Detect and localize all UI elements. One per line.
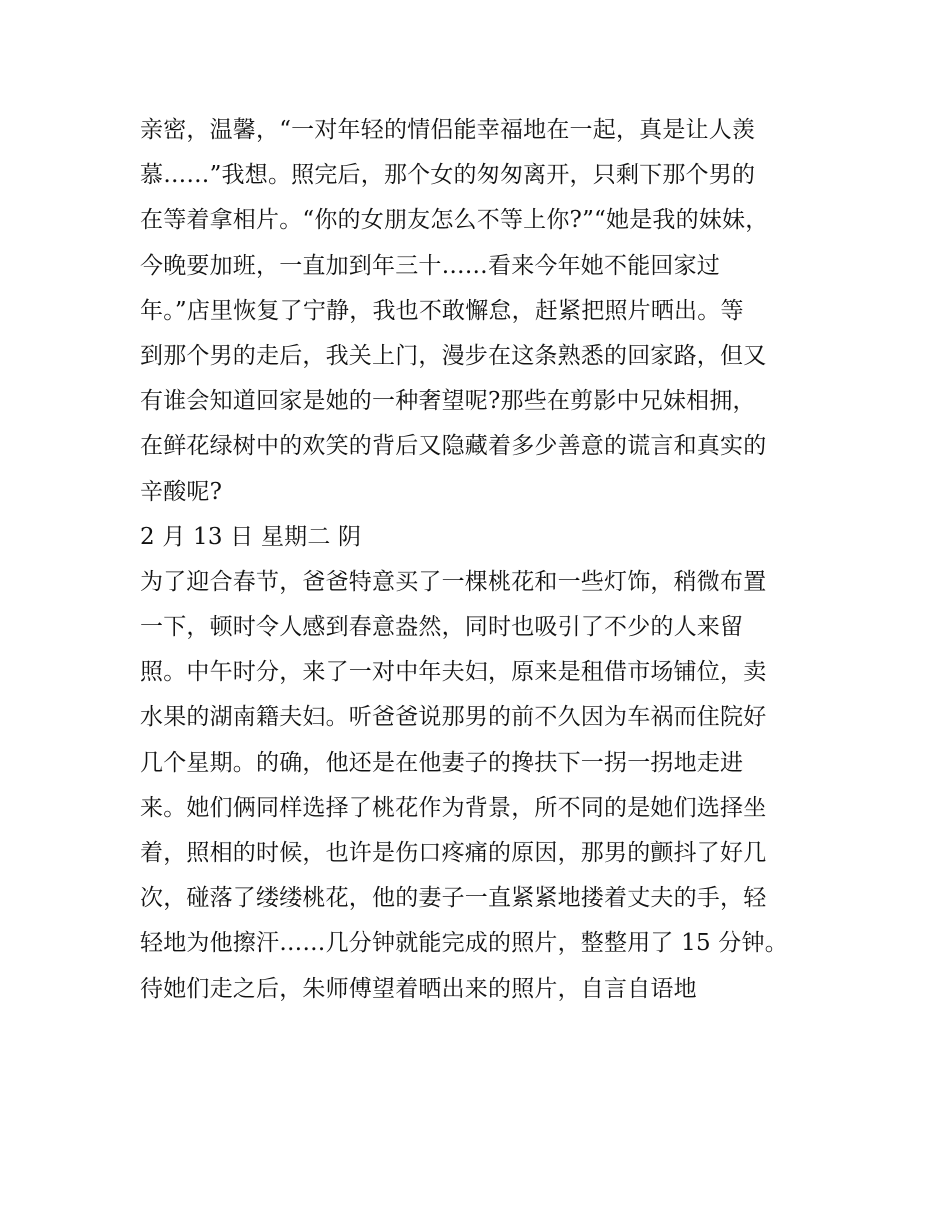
diary-date-heading: 2 月 13 日 星期二 阴 — [140, 523, 362, 550]
text-line: 次，碰落了缕缕桃花，他的妻子一直紧紧地搂着丈夫的手，轻 — [140, 885, 767, 912]
text-line: 几个星期。的确，他还是在他妻子的搀扶下一拐一拐地走进 — [140, 749, 744, 776]
text-line: 轻地为他擦汗……几分钟就能完成的照片，整整用了 15 分钟。 — [140, 930, 788, 957]
text-line: 在等着拿相片。“你的女朋友怎么不等上你?”“她是我的妹妹， — [140, 207, 769, 234]
text-line: 辛酸呢? — [140, 478, 223, 505]
text-line: 水果的湖南籍夫妇。听爸爸说那男的前不久因为车祸而住院好 — [140, 704, 767, 731]
text-line: 照。中午时分，来了一对中年夫妇，原来是租借市场铺位，卖 — [140, 659, 767, 686]
text-line: 一下，顿时令人感到春意盎然，同时也吸引了不少的人来留 — [140, 614, 744, 641]
body-text — [140, 108, 820, 1012]
text-line: 年。”店里恢复了宁静，我也不敢懈怠，赶紧把照片晒出。等 — [140, 297, 744, 324]
text-line: 有谁会知道回家是她的一种奢望呢?那些在剪影中兄妹相拥， — [140, 388, 756, 415]
text-line: 在鲜花绿树中的欢笑的背后又隐藏着多少善意的谎言和真实的 — [140, 433, 767, 460]
text-line: 来。她们俩同样选择了桃花作为背景，所不同的是她们选择坐 — [140, 794, 767, 821]
text-line: 今晚要加班，一直加到年三十……看来今年她不能回家过 — [140, 252, 720, 279]
text-line: 亲密，温馨，“一对年轻的情侣能幸福地在一起，真是让人羡 — [140, 117, 756, 143]
text-line: 为了迎合春节，爸爸特意买了一棵桃花和一些灯饰，稍微布置 — [140, 568, 767, 595]
text-line: 到那个男的走后，我关上门，漫步在这条熟悉的回家路，但又 — [140, 342, 767, 369]
text-line: 着，照相的时候，也许是伤口疼痛的原因，那男的颤抖了好几 — [140, 840, 767, 866]
text-line: 待她们走之后，朱师傅望着晒出来的照片，自言自语地 — [140, 975, 697, 1002]
text-line: 慕……”我想。照完后，那个女的匆匆离开，只剩下那个男的 — [140, 162, 756, 189]
